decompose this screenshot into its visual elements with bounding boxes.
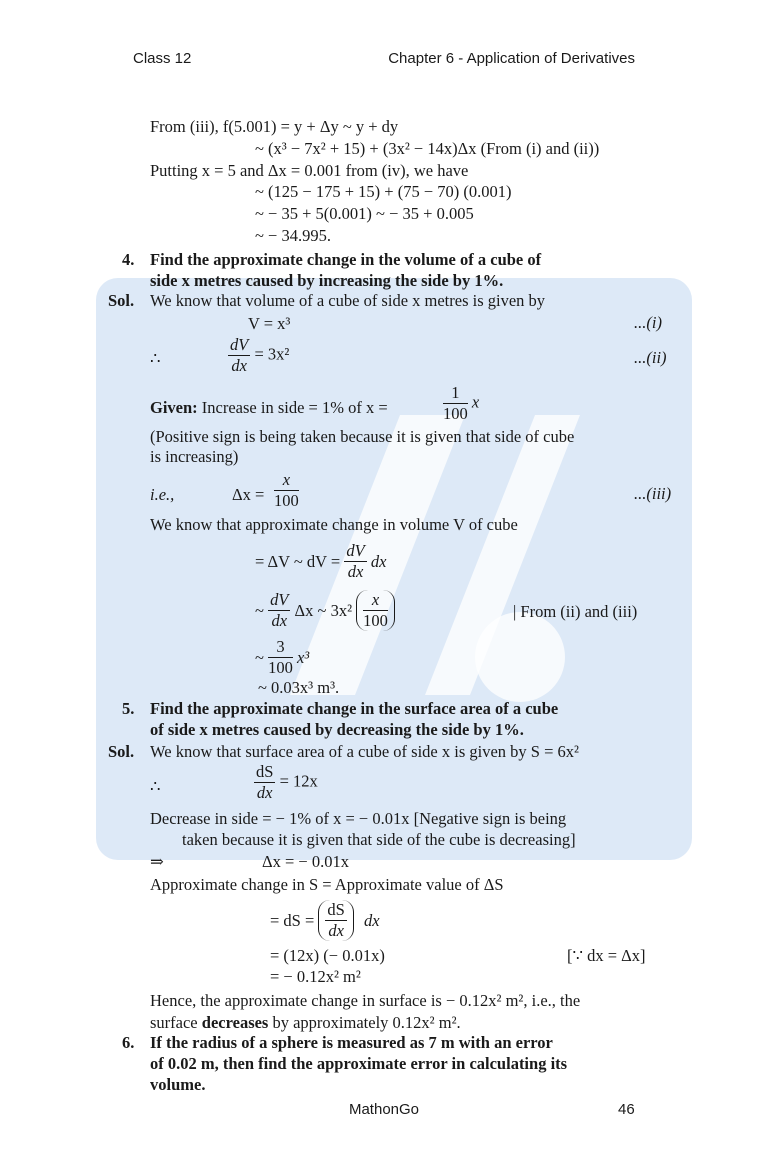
prev-line-4: ~ (125 − 175 + 15) + (75 − 70) (0.001) [255, 182, 512, 201]
class-label: Class 12 [133, 50, 192, 67]
q5-text-1: Find the approximate change in the surface area of a cube [150, 699, 559, 718]
q4-deltax-frac: $\frac{x}{100}$ [274, 470, 299, 510]
q4-text-1: Find the approximate change in the volume of a cube of [150, 250, 542, 269]
q5-hence-2: surface decreases by approximately 0.12x² m². [150, 1013, 461, 1032]
q4-dvdx: $\frac{dV}{dx}$ = 3x² [230, 335, 290, 375]
q4-eq-b: ~ $\frac{dV}{dx}$ Δx ~ 3x² $\frac{x}{100}$ [255, 590, 395, 631]
q4-therefore: ∴ [150, 349, 161, 368]
prev-line-3: Putting x = 5 and Δx = 0.001 from (iv), we have [150, 161, 469, 180]
footer-brand: MathonGo [348, 1101, 420, 1118]
q5-implies: ⇒ [150, 852, 164, 871]
q4-number: 4. [122, 250, 135, 269]
q4-eq-a: = ΔV ~ dV = $\frac{dV}{dx}$ dx [255, 541, 387, 581]
q4-tag-i: ...(i) [634, 313, 662, 332]
q5-eq-ds: = dS = $\frac{dS}{dx}$ dx [270, 900, 380, 940]
fraction: $\frac{dV}{dx}$ [230, 335, 249, 375]
q5-because: [∵ dx = Δx] [567, 946, 646, 965]
q4-deltax: Δx = [232, 485, 265, 504]
chapter-title: Chapter 6 - Application of Derivatives [388, 50, 635, 67]
q4-eq-c: ~ $\frac{3}{100}$ x³ [255, 637, 310, 677]
q4-given-line: Given: Increase in side = 1% of x = [150, 398, 388, 417]
q4-sol-label: Sol. [108, 291, 135, 310]
q4-final: ~ 0.03x³ m³. [258, 678, 340, 697]
q6-text-1: If the radius of a sphere is measured as 7 m with an error [150, 1033, 553, 1052]
q5-deltax: Δx = − 0.01x [262, 852, 349, 871]
q4-ie: i.e., [150, 485, 175, 504]
prev-line-6: ~ − 34.995. [255, 226, 331, 245]
q5-therefore: ∴ [150, 777, 161, 796]
q5-eq-prod: = (12x) (− 0.01x) [270, 946, 385, 965]
q5-decrease-1: Decrease in side = − 1% of x = − 0.01x [Negative sign is being [150, 809, 567, 828]
q6-text-2: of 0.02 m, then find the approximate error in calculating its [150, 1054, 568, 1073]
q6-number: 6. [122, 1033, 135, 1052]
q5-number: 5. [122, 699, 135, 718]
q5-decrease-2: taken because it is given that side of the cube is decreasing] [182, 830, 576, 849]
q4-tag-iii: ...(iii) [634, 484, 672, 503]
q5-hence-1: Hence, the approximate change in surface is − 0.12x² m², i.e., the [150, 991, 581, 1010]
prev-line-5: ~ − 35 + 5(0.001) ~ − 35 + 0.005 [255, 204, 474, 223]
q4-tag-ii: ...(ii) [634, 348, 667, 367]
prev-line-1: From (iii), f(5.001) = y + Δy ~ y + dy [150, 117, 399, 136]
q4-positive-2: is increasing) [150, 447, 239, 466]
q4-sol-line-1: We know that volume of a cube of side x metres is given by [150, 291, 546, 310]
q5-sol-label: Sol. [108, 742, 135, 761]
q5-approx-s: Approximate change in S = Approximate value of ΔS [150, 875, 504, 894]
q4-given-frac: $\frac{1}{100}$ x [443, 383, 480, 423]
q5-dsdx: $\frac{dS}{dx}$ = 12x [256, 762, 318, 802]
q6-text-3: volume. [150, 1075, 206, 1094]
q5-eq-result: = − 0.12x² m² [270, 967, 361, 986]
q4-approx-intro: We know that approximate change in volume V of cube [150, 515, 518, 534]
q4-positive-1: (Positive sign is being taken because it is given that side of cube [150, 427, 575, 446]
q4-text-2: side x metres caused by increasing the side by 1%. [150, 271, 504, 290]
prev-line-2: ~ (x³ − 7x² + 15) + (3x² − 14x)Δx (From (i) and (ii)) [255, 139, 600, 158]
q5-text-2: of side x metres caused by decreasing the side by 1%. [150, 720, 524, 739]
page-number: 46 [618, 1101, 635, 1118]
q4-volume-eq: V = x³ [248, 314, 291, 333]
q5-sol-line-1: We know that surface area of a cube of side x is given by S = 6x² [150, 742, 579, 761]
q4-from-ref: | From (ii) and (iii) [513, 602, 638, 621]
